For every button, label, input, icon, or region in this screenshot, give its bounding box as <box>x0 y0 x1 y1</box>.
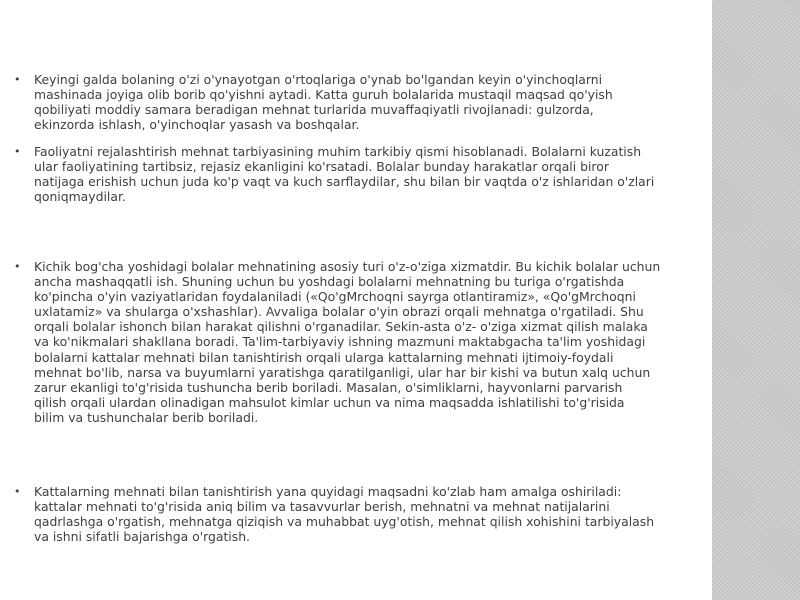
paragraph-line: natijaga erishish uchun juda ko'p vaqt va kuch sarflaydilar, shu bilan bir vaqtda o'z ishlaridan o'zlari <box>34 174 655 190</box>
bullet-paragraph-2 <box>14 144 704 204</box>
paragraph-line: qadrlashga o'rgatish, mehnatga qiziqish va muhabbat uyg'otish, mehnat qilish xohishini tarbiyalash <box>34 514 655 530</box>
bullet-paragraph-3 <box>14 259 704 425</box>
paragraph-line: va ko'nikmalari shakllana boradi. Ta'lim-tarbiyaviy ishning mazmuni maktabgacha ta'lim yoshidagi <box>34 334 646 350</box>
paragraph-line: ekinzorda ishlash, o'yinchoqlar yasash va boshqalar. <box>34 117 360 133</box>
paragraph-text <box>34 144 704 204</box>
paragraph-line: mashinada joyiga olib borib qo'yishni aytadi. Katta guruh bolalarida mustaqil maqsad qo'yish <box>34 87 613 103</box>
paragraph-line: bolalarni kattalar mehnati bilan tanishtirish orqali ularga kattalarning mehnati ijtimoiy-foydali <box>34 349 614 365</box>
paragraph-text <box>34 259 704 425</box>
paragraph-text <box>34 72 704 132</box>
paragraph-line: qobiliyati moddiy samara beradigan mehnat turlarida muvaffaqiyatli rivojlanadi: gulzorda, <box>34 102 594 118</box>
paragraph-line: kattalar mehnati to'g'risida aniq bilim va tasavvurlar berish, mehnatni va mehnat natijalarini <box>34 499 610 515</box>
paragraph-line: qoniqmaydilar. <box>34 189 126 205</box>
paragraph-line: Kichik bog'cha yoshidagi bolalar mehnatining asosiy turi o'z-o'ziga xizmatdir. Bu kichik bolalar uchun <box>34 259 661 274</box>
paragraph-line: bilim va tushunchalar berib boriladi. <box>34 409 259 425</box>
bullet-marker: • <box>14 485 21 498</box>
bullet-marker: • <box>14 260 21 273</box>
paragraph-line: ular faoliyatining tartibsiz, rejasiz ekanligini ko'rsatadi. Bolalar bunday harakatlar orqali biror <box>34 159 609 175</box>
paragraph-line: uxlatamiz» va shularga o'xshashlar). Avvaliga bolalar o'yin obrazi orqali mehnatga o'rgatiladi. Shu <box>34 304 644 320</box>
paragraph-line: orqali bolalar ishonch bilan harakat qilishni o'rganadilar. Sekin-asta o'z- o'ziga xizmat qilish malaka <box>34 319 648 335</box>
paragraph-line: Faoliyatni rejalashtirish mehnat tarbiyasining muhim tarkibiy qismi hisoblanadi. Bolalarni kuzatish <box>34 144 642 159</box>
decorative-side-panel <box>712 0 800 600</box>
paragraph-line: Keyingi galda bolaning o'zi o'ynayotgan o'rtoqlariga o'ynab bo'lgandan keyin o'yinchoqlarni <box>34 72 603 87</box>
bullet-marker: • <box>14 73 21 86</box>
paragraph-line: ko'pincha o'yin vaziyatlaridan foydalaniladi («Qo'gMrchoqni sayrga otlantiramiz», «Qo'gMrchoqni <box>34 289 636 305</box>
paragraph-line: ancha mashaqqatli ish. Shuning uchun bu yoshdagi bolalarni mehnatning bu turiga o'rgatishda <box>34 274 625 290</box>
bullet-paragraph-4 <box>14 484 704 544</box>
bullet-paragraph-1 <box>14 72 704 132</box>
bullet-marker: • <box>14 145 21 158</box>
paragraph-line: qilish orqali ulardan olinadigan mahsulot kimlar uchun va nima maqsadda ishlatilishi to'g'risida <box>34 394 625 410</box>
paragraph-line: va ishni sifatli bajarishga o'rgatish. <box>34 529 250 545</box>
paragraph-line: mehnat bo'lib, narsa va buyumlarni yaratishga qaratilganligi, ular har bir kishi va butun xalq uchun <box>34 364 651 380</box>
paragraph-text <box>34 484 704 544</box>
paragraph-line: Kattalarning mehnati bilan tanishtirish yana quyidagi maqsadni ko'zlab ham amalga oshiriladi: <box>34 484 622 499</box>
paragraph-line: zarur ekanligi to'g'risida tushuncha berib boriladi. Masalan, o'simliklarni, hayvonlarni parvarish <box>34 379 623 395</box>
